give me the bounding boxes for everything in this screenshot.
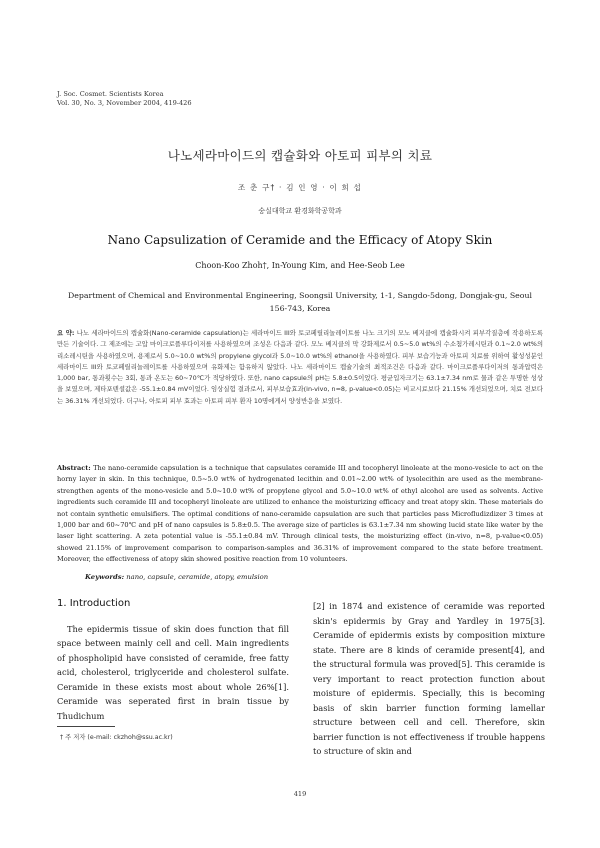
english-abstract-text: The nano-ceramide capsulation is a technique that capsulates ceramide III and tocopheryl linoleate at the mono-vesicle to act on the horny layer in skin. In this technique, 0.5~5.0 wt% of hydrogenated lecithin and 0.01~2.00 wt% of lysolecithin are used as the membrane-strengthen agents of the mono-vesicle and 5.0~10.0 wt% of propylene glycol and 5.0~10.0 wt% of ethyl alcohol are used as solvents. Active ingredients such ceramide III and tocopheryl linoleate are utilized to enhance the moisturizing efficacy and treat atopy skin. These materials do not contain synthetic emulsifiers. The optimal conditions of nano-ceramide capsulation are such that particles pass Microfludizdizer 3 times at 1,000 bar and 60~70℃ and pH of nano capsules is 5.8±0.5. The average size of particles is 63.1±7.34 nm showing lucid state like water by the laser light scattering. A zeta potential value is -55.1±0.84 mV. Through clinical tests, the moisturizing effect (in-vivo, n=8, p-value<0.05) showed 21.15% of improvement comparison to comparison-samples and 36.31% of improvement compared to the state before treatment. Moreover, the effectiveness of atopy skin showed positive reaction from 10 volunteers. (57, 464, 543, 564)
journal-header (57, 90, 192, 109)
korean-authors: 조 춘 구† · 김 인 영 · 이 희 섭 (238, 183, 362, 192)
body-column-left (57, 597, 289, 723)
korean-affiliation: 숭실대학교 환경화학공학과 (258, 207, 342, 215)
page-number: 419 (293, 790, 307, 798)
english-abstract (57, 463, 543, 566)
korean-abstract (57, 328, 543, 407)
footnote: † 주 저자 (e-mail: ckzhoh@ssu.ac.kr) (60, 734, 173, 741)
english-title: Nano Capsulization of Ceramide and the Efficacy of Atopy Skin (107, 233, 493, 247)
body-column-right (313, 599, 545, 759)
section-heading-introduction: 1. Introduction (57, 598, 131, 609)
korean-abstract-label: 요 약: (57, 329, 75, 337)
english-abstract-label: Abstract: (57, 464, 91, 472)
english-affiliation: Department of Chemical and Environmental Engineering, Soongsil University, 1-1, Sangdo-5dong, Dongjak-gu, Seoul 156-743, Korea (68, 291, 532, 313)
english-authors: Choon-Koo Zhoh†, In-Young Kim, and Hee-Seob Lee (195, 261, 405, 270)
footnote-divider (57, 726, 115, 727)
journal-name: J. Soc. Cosmet. Scientists Korea (57, 90, 164, 98)
introduction-paragraph-right: [2] in 1874 and existence of ceramide was reported skin's epidermis by Gray and Yardley in 1975[3]. Ceramide of epidermis exists by composition mixture state. There are 8 kinds of ceramide present[4], and the structural formula was proved[5]. This ceramide is very important to react protection function about moisture of epidermis. Specially, this is becoming basis of skin barrier function forming lamellar structure between cell and cell. Therefore, skin barrier function is not effectiveness if trouble happens to structure of skin and (313, 601, 545, 756)
journal-volume: Vol. 30, No. 3, November 2004, 419-426 (57, 99, 192, 108)
korean-abstract-text: 나노 세라마이드의 캡슐화(Nano-ceramide capsulation)는 세라마이드 III와 토코페릴리놀레이트를 나노 크기의 모노 베지클에 캡슐화시켜 피부각질층에 작용하도록 만든 기술이다. 그 제조에는 고압 마이크로플루다이저를 사용하였으며 조성은 다음과 같다. 모노 베지클의 막 강화제로서 0.5~5.0 wt%의 수소첨가레시틴과 0.1~2.0 wt%의 리소레시틴을 사용하였으며, 용제로서 5.0~10.0 wt%의 propylene glycol과 5.0~10.0 wt%의 ethanol을 사용하였다. 피부 보습기능과 아토피 치료를 위하여 활성성분인 세라마이드 III와 토코페릴리놀레이트를 사용하였으며 유화제는 함유하지 않았다. 나노 세라마이드 캡슐기술의 최적조건은 다음과 같다. 마이크로플루다이저의 통과압력은 1,000 bar, 통과횟수는 3회, 통과 온도는 60~70℃가 적당하였다. 또한, nano capsule의 pH는 5.8±0.5이었다. 평균입자크기는 63.1±7.34 nm로 물과 같은 투명한 성상을 보였으며, 제타포텐셜값은 -55.1±0.84 mV이었다. 임상실험 결과로서, 피부보습효과(in-vivo, n=8, p-value<0.05)는 비교시료보다 21.15% 개선되었으며, 치료 전보다는 36.31% 개선되었다. 더구나, 아토피 피부 효과는 아토피 피부 환자 10명에게서 양성반응을 보였다. (57, 329, 543, 405)
introduction-paragraph-left: The epidermis tissue of skin does function that fill space between mainly cell and cell. Main ingredients of phospholipid have consisted of ceramide, free fatty acid, cholesterol, triglyceride and cholesterol sulfate. Ceramide in these exists most about whole 26%[1]. Ceramide was seperated first in brain tissue by Thudichum (57, 623, 289, 721)
keywords-text: nano, capsule, ceramide, atopy, emulsion (126, 573, 269, 581)
keywords-label: Keywords: (85, 573, 125, 581)
keywords (85, 573, 268, 581)
korean-title: 나노세라마이드의 캡슐화와 아토피 피부의 치료 (167, 148, 433, 163)
